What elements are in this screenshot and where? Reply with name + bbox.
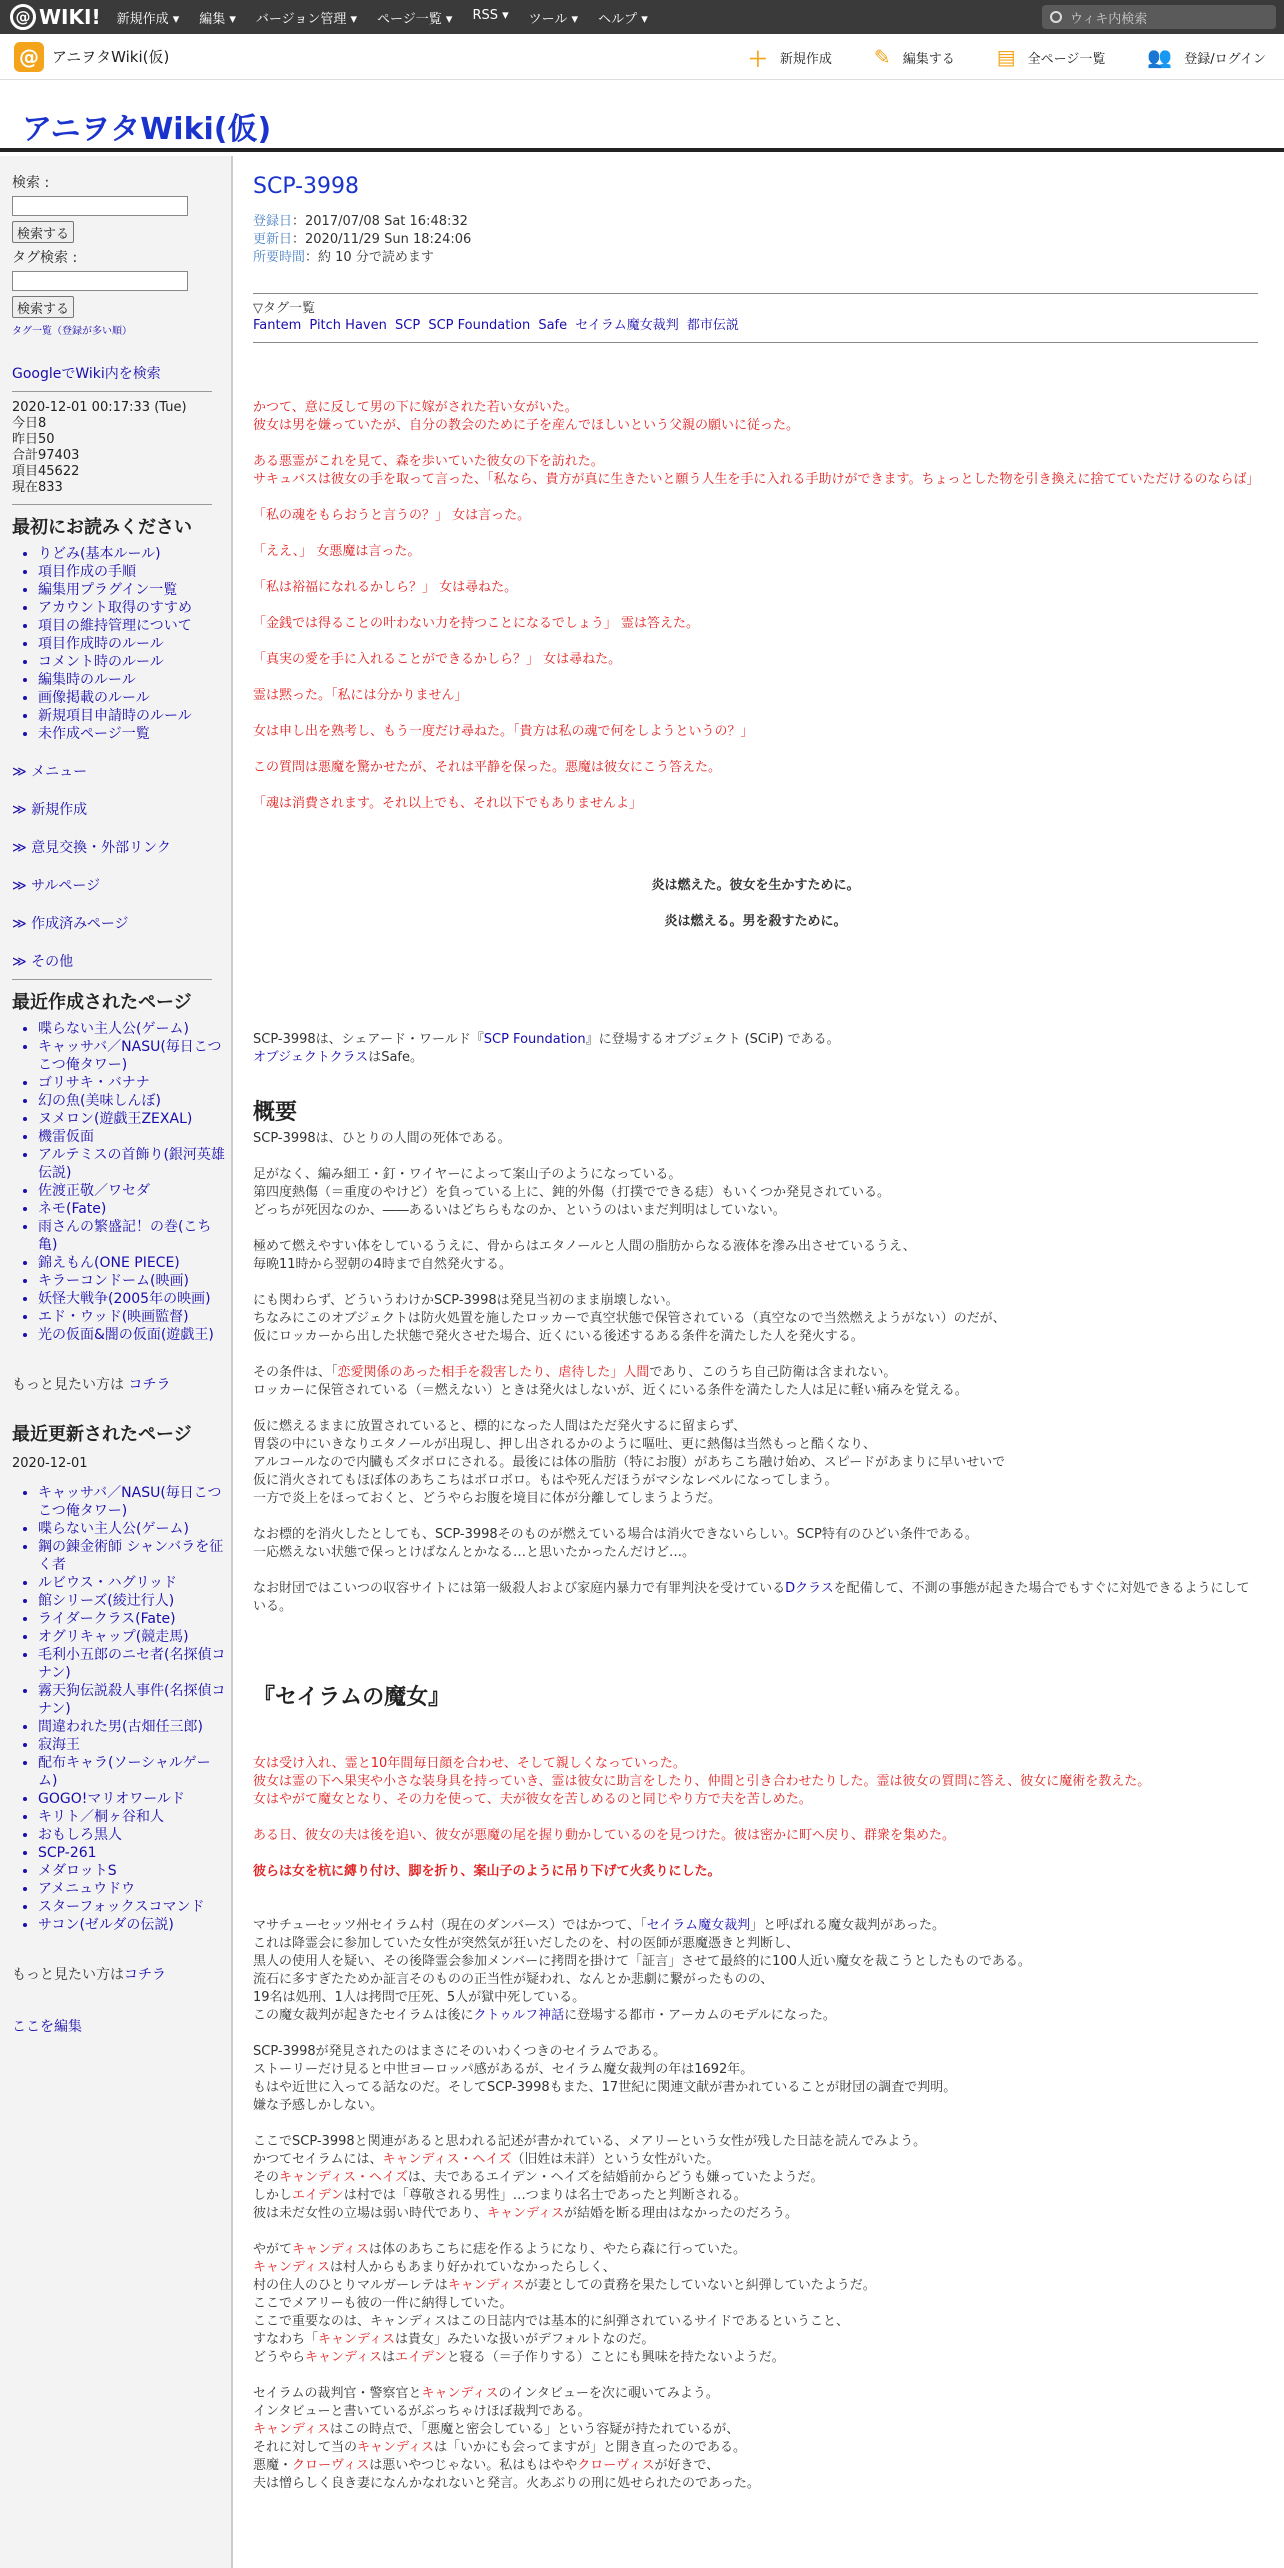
top-menu-bar [0,0,1284,34]
tag-link[interactable]: Pitch Haven [309,318,387,333]
section-heading-salem: 『セイラムの魔女』 [253,1685,451,1710]
more-recent-link[interactable]: コチラ [128,1377,171,1393]
list-item[interactable]: • 佐渡正敬／ワセダ [38,1182,228,1200]
nav-salvage[interactable]: ≫ サルページ [12,878,101,894]
list-item[interactable]: • ライダークラス(Fate) [38,1610,228,1628]
body-paragraph: SCP-3998は、ひとりの人間の死体である。 [253,1131,511,1146]
all-pages-button[interactable]: ▤ 全ページ一覧 [996,45,1106,69]
object-class-link[interactable]: オブジェクトクラス [253,1050,369,1065]
updated-date: 2020-12-01 [12,1456,88,1471]
tag-list [253,293,1258,343]
d-class-link[interactable]: Dクラス [785,1581,834,1596]
list-item[interactable]: • 幻の魚(美味しんぼ) [38,1092,228,1110]
tag-link[interactable]: セイラム魔女裁判 [575,318,679,333]
tag-link[interactable]: SCP [395,318,421,333]
list-item[interactable]: • キャッサバ／NASU(毎日こつこつ俺タワー) [38,1484,228,1520]
edit-page-button[interactable]: ✎ 編集する [873,45,955,69]
list-item[interactable]: • 妖怪大戦争(2005年の映画) [38,1290,228,1308]
access-stats: 2020-12-01 00:17:33 (Tue) 今日8 昨日50 合計97403 項目45622 現在833 [12,400,187,495]
tag-search-button[interactable]: 検索する [12,296,74,318]
page-header [0,80,1284,152]
list-item[interactable]: • スターフォックスコマンド [38,1898,228,1916]
body-paragraph: 仮に燃えるままに放置されていると、標的になった人間はただ発火するに留まらず、 胃袋の中にいきなりエタノールが出現し、押し出されるかのように嘔吐、更に熱傷は当然もっと酷くなり、 アルコールなので内臓もズタボロにされる。最後には体の脂肪（特にお腹）があちこち融け始め、スピードがあまりに早いせいで 仮に消火されてもほぼ体のあちこちはボロボロ。もはや死んだほうがマシなレベルになってしまう。 一方で炎上をほっておくと、どうやらお腹を境目に体が分離してしまうようだ。 [253,1419,1006,1506]
intro-paragraph: SCP-3998は、シェアード・ワールド『SCP Foundation』に登場するオブジェクト (SCiP) である。 [253,1032,840,1047]
list-item[interactable]: • 喋らない主人公(ゲーム) [38,1020,228,1038]
wiki-title[interactable]: アニヲタWiki(仮) [22,112,272,147]
list-item[interactable]: • ゴリサキ・バナナ [38,1074,228,1092]
menu-new[interactable]: 新規作成 ▾ [116,11,180,27]
list-item[interactable]: • 未作成ページ一覧 [38,725,231,743]
story-line: 「私は裕福になれるかしら？」 女は尋ねた。 [253,580,518,595]
list-item[interactable]: • アメニュウドウ [38,1880,228,1898]
menu-help[interactable]: ヘルプ ▾ [598,11,648,27]
story-line: 「金銭では得ることの叶わない力を持つことになるでしょう」 霊は答えた。 [253,616,700,631]
body-paragraph: なお標的を消火したとしても、SCP-3998そのものが燃えている場合は消火できないらしい。SCP特有のひどい条件である。 一応燃えない状態で保っとけばなんとかなる…と思いたかったんだけど…。 [253,1527,978,1560]
tag-search-input[interactable] [12,271,188,291]
story-line: ある日、彼女の夫は後を追い、彼女が悪魔の尾を握り動かしているのを見つけた。彼は密かに町へ戻り、群衆を集めた。 [253,1828,956,1843]
story-line: この質問は悪魔を驚かせたが、それは平静を保った。悪魔は彼女にこう答えた。 [253,760,722,775]
nav-other[interactable]: ≫ その他 [12,954,74,970]
more-recent: もっと見たい方は コチラ [12,1377,171,1393]
list-item[interactable]: • GOGO!マリオワールド [38,1790,228,1808]
list-item[interactable]: • ルビウス・ハグリッド [38,1574,228,1592]
divider [12,504,212,505]
story-line: 女は申し出を熟考し、もう一度だけ尋ねた。「貴方は私の魂で何をしようというの？」 [253,724,754,739]
recent-updated-heading: 最近更新されたページ [12,1424,192,1445]
tag-list-link[interactable]: タグ一覧（登録が多い順） [12,326,132,337]
wiki-search-input[interactable]: ウィキ内検索 [1042,5,1276,29]
body-paragraph: セイラムの裁判官・警察官とキャンディスのインタビューを次に覗いてみよう。 インタビューと書いているがぶっちゃけほぼ裁判である。 キャンディスはこの時点で、「悪魔と密会している」という容疑が持たれているが、 それに対して当のキャンディスは「いかにも会ってますが」と開き直ったのである。 悪魔・クローヴィスは悪いやつじゃない。私はもはややクローヴィスが好きで、 夫は憎らしく良き妻になんかなれないと発言。火あぶりの刑に処せられたのであった。 [253,2386,760,2491]
scp-foundation-link[interactable]: SCP Foundation [483,1032,586,1047]
list-item[interactable]: • 編集用プラグイン一覧 [38,581,231,599]
menu-rss[interactable]: RSS ▾ [472,7,509,23]
page-title[interactable]: SCP-3998 [253,174,360,199]
salem-trials-link[interactable]: セイラム魔女裁判 [646,1918,751,1933]
google-search-link[interactable]: GoogleでWiki内を検索 [12,366,161,382]
recent-updated-list [38,1484,228,1934]
list-item[interactable]: • りどみ(基本ルール) [38,545,231,563]
body-paragraph: SCP-3998が発見されたのはまさにそのいわくつきのセイラムである。 ストーリーだけ見ると中世ヨーロッパ感があるが、セイラム魔女裁判の年は1692年。 もはや近世に入ってる話なのだ。そしてSCP-3998もまた、17世紀に関連文献が書かれていることが財団の調査で判明。 嫌な予感しかしない。 [253,2044,957,2113]
tag-link[interactable]: SCP Foundation [428,318,531,333]
sidebar [0,156,233,2568]
list-item[interactable]: • キリト／桐ヶ谷和人 [38,1808,228,1826]
nav-links[interactable]: ≫ 意見交換・外部リンク [12,840,171,856]
edit-sidebar-link[interactable]: ここを編集 [12,2019,82,2035]
body-paragraph: 足がなく、編み細工・釘・ワイヤーによって案山子のようになっている。 第四度熱傷（＝重度のやけど）を負っている上に、鈍的外傷（打撲でできる痣）もいくつか発見されている。 どっちが死因なのか、――あるいはどちらもなのか、というのはいまだ判明はしていない。 [253,1167,891,1218]
list-item[interactable]: • 館シリーズ(綾辻行人) [38,1592,228,1610]
wiki-logo[interactable]: @ WIKI! [0,0,111,34]
first-read-list [38,545,231,743]
list-item[interactable]: • コメント時のルール [38,653,231,671]
new-page-button[interactable]: ＋ 新規作成 [748,43,832,72]
sidebar-search-input[interactable] [12,196,188,216]
first-read-heading: 最初にお読みください [12,517,192,538]
search-icon [1050,11,1062,23]
body-paragraph: やがてキャンディスは体のあちこちに痣を作るようになり、やたら森に行っていた。 キャンディスは村人からもあまり好かれていなかったらしく、 村の住人のひとりマルガーレテはキャンディスが妻としての責務を果たしていないと糾弾していたようだ。 ここでメアリーも彼の一件に納得していた。 ここで重要なのは、キャンディスはこの日誌内では基本的に糾弾されているサイドであるということ、 すなわち「キャンディスは貴女」みたいな扱いがデフォルトなのだ。 どうやらキャンディスはエイデンと寝る（＝子作りする）ことにも興味を持たないようだ。 [253,2242,876,2365]
menu-edit[interactable]: 編集 ▾ [199,11,236,27]
nav-menu[interactable]: ≫ メニュー [12,764,88,780]
list-item[interactable]: • キラーコンドーム(映画) [38,1272,228,1290]
list-item[interactable]: • 画像掲載のルール [38,689,231,707]
story-line: 「魂は消費されます。それ以上でも、それ以下でもありませんよ」 [253,796,642,811]
body-paragraph: ここでSCP-3998と関連があると思われる記述が書かれている、メアリーという女性が残した日誌を読んでみよう。 かつてセイラムには、キャンディス・ヘイズ（旧姓は未詳）という女性がいた。 そのキャンディス・ヘイズは、夫であるエイデン・ヘイズを結婚前からどうも嫌っていたようだ。 しかしエイデンは村では「尊敬される男性」…つまりは名士であったと判断される。 彼は未だ女性の立場は弱い時代であり、キャンディスが結婚を断る理由はなかったのだろう。 [253,2134,927,2221]
story-line: 彼らは女を杭に縛り付け、脚を折り、案山子のように吊り下げて火炙りにした。 [253,1864,721,1879]
list-item[interactable]: • おもしろ黒人 [38,1826,228,1844]
list-item[interactable]: • 機雷仮面 [38,1128,228,1146]
story-paragraph: 女は受け入れ、霊と10年間毎日顔を合わせ、そして親しくなっていった。 彼女は霊の下へ果実や小さな装身具を持っていき、霊は彼女に助言をしたり、仲間と引き合わせたりした。霊は彼女の質問に答え、彼女に魔術を教えた。 女はやがて魔女となり、その力を使って、夫が彼女を苦しめるのと同じやり方で夫を苦しめた。 [253,1756,1151,1807]
list-item[interactable]: • 喋らない主人公(ゲーム) [38,1520,228,1538]
list-item[interactable]: • 鋼の錬金術師 シャンバラを征く者 [38,1538,228,1574]
tag-search-label: タグ検索 : [12,250,78,266]
intro-paragraph: オブジェクトクラスはSafe。 [253,1050,423,1065]
list-item[interactable]: • 間違われた男(古畑任三郎) [38,1718,228,1736]
site-icon[interactable]: @ [14,42,44,72]
document-icon: ▤ [996,45,1016,69]
tag-link[interactable]: Safe [538,318,568,333]
list-item[interactable]: • SCP-261 [38,1844,228,1862]
tag-list-toggle[interactable]: ▽タグ一覧 [253,301,315,316]
center-line: 炎は燃えた。彼女を生かすために。 [651,878,860,893]
recent-created-heading: 最近作成されたページ [12,992,192,1013]
divider [12,391,212,392]
plus-icon: ＋ [747,46,768,71]
site-bar [0,34,1284,80]
list-item[interactable]: • メダロットS [38,1862,228,1880]
menu-pages[interactable]: ページ一覧 ▾ [377,11,453,27]
list-item[interactable]: • ネモ(Fate) [38,1200,228,1218]
sidebar-search-button[interactable]: 検索する [12,221,74,243]
page-meta: 登録日：2017/07/08 Sat 16:48:32 更新日：2020/11/29 Sun 18:24:06 所要時間：約 10 分で読めます [253,214,472,265]
list-item[interactable]: • ヌメロン(遊戯王ZEXAL) [38,1110,228,1128]
body-paragraph: 極めて燃えやすい体をしているうえに、骨からはエタノールと人間の脂肪からなる液体を滲み出させているうえ、 毎晩11時から翌朝の4時まで自然発火する。 [253,1239,916,1272]
main-content [253,156,1258,2568]
list-item[interactable]: • キャッサバ／NASU(毎日こつこつ俺タワー) [38,1038,228,1074]
list-item[interactable]: • 錦えもん(ONE PIECE) [38,1254,228,1272]
list-item[interactable]: • アルテミスの首飾り(銀河英雄伝説) [38,1146,228,1182]
pencil-icon: ✎ [873,45,891,69]
more-updated: もっと見たい方はコチラ [12,1967,166,1983]
list-item[interactable]: • オグリキャップ(競走馬) [38,1628,228,1646]
menu-version[interactable]: バージョン管理 ▾ [255,11,358,27]
recent-created-list [38,1020,228,1344]
tag-link[interactable]: Fantem [253,318,302,333]
list-item[interactable]: • サコン(ゼルダの伝説) [38,1916,228,1934]
list-item[interactable]: • 新規項目申請時のルール [38,707,231,725]
section-heading-overview: 概要 [253,1100,298,1125]
body-paragraph: にも関わらず、どういうわけかSCP-3998は発見当初のまま崩壊しない。 ちなみにこのオブジェクトは防火処置を施したロッカーで真空状態で保管されている（真空なので当然燃えようがない）のだが、 仮にロッカーから出した状態で発火させた場合、近くにいる後述するある条件を満たした人を発火する。 [253,1293,1006,1344]
more-updated-link[interactable]: コチラ [124,1967,166,1983]
story-line: 「私の魂をもらおうと言うの？」 女は言った。 [253,508,531,523]
story-line: 「ええ、」 女悪魔は言った。 [253,544,421,559]
nav-created[interactable]: ≫ 作成済みページ [12,916,129,932]
login-button[interactable]: 👥 登録/ログイン [1147,45,1266,69]
action-links [706,34,1266,80]
site-name[interactable]: アニヲタWiki(仮) [52,48,170,66]
list-item[interactable]: • アカウント取得のすすめ [38,599,231,617]
list-item[interactable]: • 項目作成時のルール [38,635,231,653]
story-line: 「真実の愛を手に入れることができるかしら？」 女は尋ねた。 [253,652,622,667]
list-item[interactable]: • 配布キャラ(ソーシャルゲーム) [38,1754,228,1790]
list-item[interactable]: • 霧天狗伝説殺人事件(名探偵コナン) [38,1682,228,1718]
story-paragraph: かつて、意に反して男の下に嫁がされた若い女がいた。 彼女は男を嫌っていたが、自分の教会のために子を産んでほしいという父親の願いに従った。 [253,400,800,433]
tag-link[interactable]: 都市伝説 [686,318,739,333]
cthulhu-link[interactable]: クトゥルフ神話 [473,2008,565,2023]
search-label: 検索 : [12,175,50,191]
body-paragraph: マサチューセッツ州セイラム村（現在のダンバース）ではかつて、「セイラム魔女裁判」と呼ばれる魔女裁判があった。 これは降霊会に参加していた女性が突然気が狂いだしたのを、村の医師が悪魔憑きと判断し、 黒人の使用人を疑い、その後降霊会参加メンバーに拷問を掛けて「証言」させて最終的に100人近い魔女を裁こうとしたものである。 流石に多すぎたためか証言そのものの正当性が疑われ、なんとか悲劇に繋がったものの、 19名は処刑、1人は拷問で圧死、5人が獄中死している。 この魔女裁判が起きたセイラムは後にクトゥルフ神話に登場する都市・アーカムのモデルになった。 [253,1918,1031,2023]
center-line: 炎は燃える。男を殺すために。 [664,914,847,929]
menu-tools[interactable]: ツール ▾ [528,11,579,27]
body-paragraph: なお財団ではこいつの収容サイトには第一級殺人および家庭内暴力で有罪判決を受けているDクラスを配備して、不測の事態が起きた場合でもすぐに対処できるようにしている。 [253,1581,1250,1614]
story-paragraph: ある悪霊がこれを見て、森を歩いていた彼女の下を訪れた。 サキュバスは彼女の手を取って言った、「私なら、貴方が真に生きたいと願う人生を手に入れる手助けができます。ちょっとした物を引き換えに捨てていただけるのならば」 [253,454,1260,487]
list-item[interactable]: • 光の仮面&闇の仮面(遊戯王) [38,1326,228,1344]
list-item[interactable]: • 雨さんの繁盛記！の巻(こち亀) [38,1218,228,1254]
users-icon: 👥 [1147,45,1173,69]
top-menu [117,8,668,27]
body-paragraph: その条件は、「恋愛関係のあった相手を殺害したり、虐待した」人間であり、このうち自己防衛は含まれない。 ロッカーに保管されている（＝燃えない）ときは発火はしないが、近くにいる条件を満たした人は足に軽い痛みを覚える。 [253,1365,968,1398]
list-item[interactable]: • 寂海王 [38,1736,228,1754]
list-item[interactable]: • 編集時のルール [38,671,231,689]
list-item[interactable]: • 項目作成の手順 [38,563,231,581]
list-item[interactable]: • 項目の維持管理について [38,617,231,635]
nav-new[interactable]: ≫ 新規作成 [12,802,88,818]
list-item[interactable]: • エド・ウッド(映画監督) [38,1308,228,1326]
story-line: 霊は黙った。「私には分かりません」 [253,688,468,703]
list-item[interactable]: • 毛利小五郎のニセ者(名探偵コナン) [38,1646,228,1682]
divider [12,979,212,980]
